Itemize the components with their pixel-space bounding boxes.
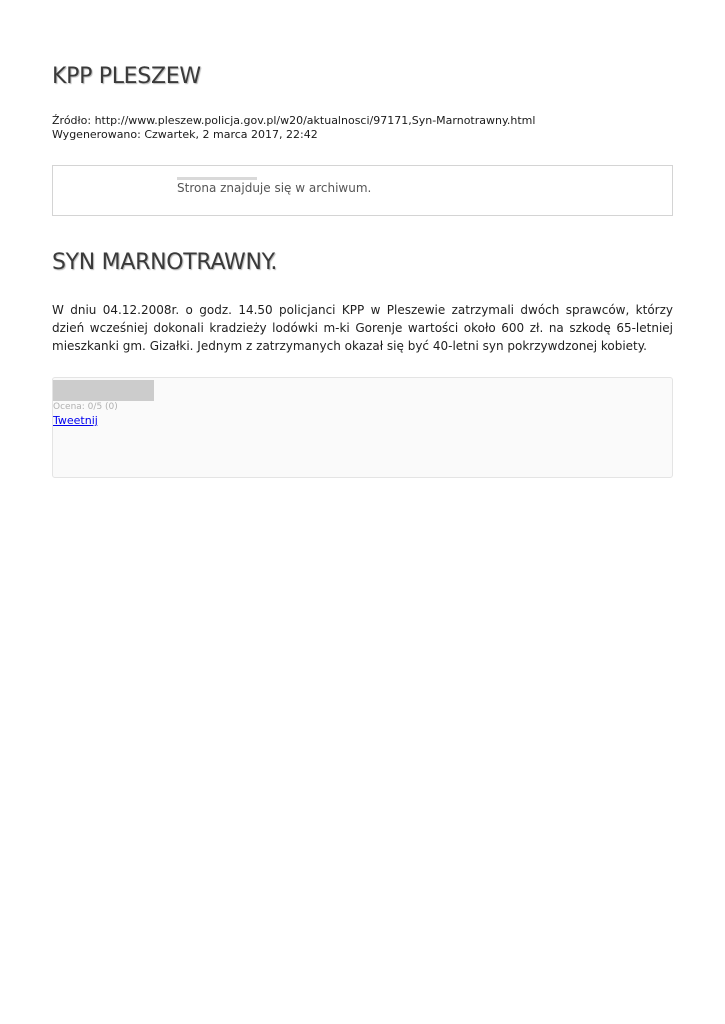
article-title: SYN MARNOTRAWNY. xyxy=(52,250,278,275)
site-title: KPP PLESZEW xyxy=(52,64,201,89)
rating-stars-widget[interactable] xyxy=(53,380,154,401)
generated-date-line: Wygenerowano: Czwartek, 2 marca 2017, 22:42 xyxy=(52,128,318,141)
document-meta xyxy=(52,114,535,142)
archive-notice-divider xyxy=(177,177,257,180)
rating-box xyxy=(52,377,673,478)
archive-notice-box xyxy=(52,165,673,216)
tweet-link[interactable]: Tweetnij xyxy=(53,414,98,427)
rating-text: Ocena: 0/5 (0) xyxy=(53,402,118,412)
source-url-line: Źródło: http://www.pleszew.policja.gov.pl/w20/aktualnosci/97171,Syn-Marnotrawny.html xyxy=(52,114,536,127)
archive-notice-text: Strona znajduje się w archiwum. xyxy=(177,181,372,195)
article-body: W dniu 04.12.2008r. o godz. 14.50 policjanci KPP w Pleszewie zatrzymali dwóch sprawców, którzy dzień wcześniej dokonali kradzieży lodówki m-ki Gorenje wartości około 600 zł. na szkodę 65-letniej mieszkanki gm. Gizałki. Jednym z zatrzymanych okazał się być 40-letni syn pokrzywdzonej kobiety. xyxy=(52,303,673,353)
